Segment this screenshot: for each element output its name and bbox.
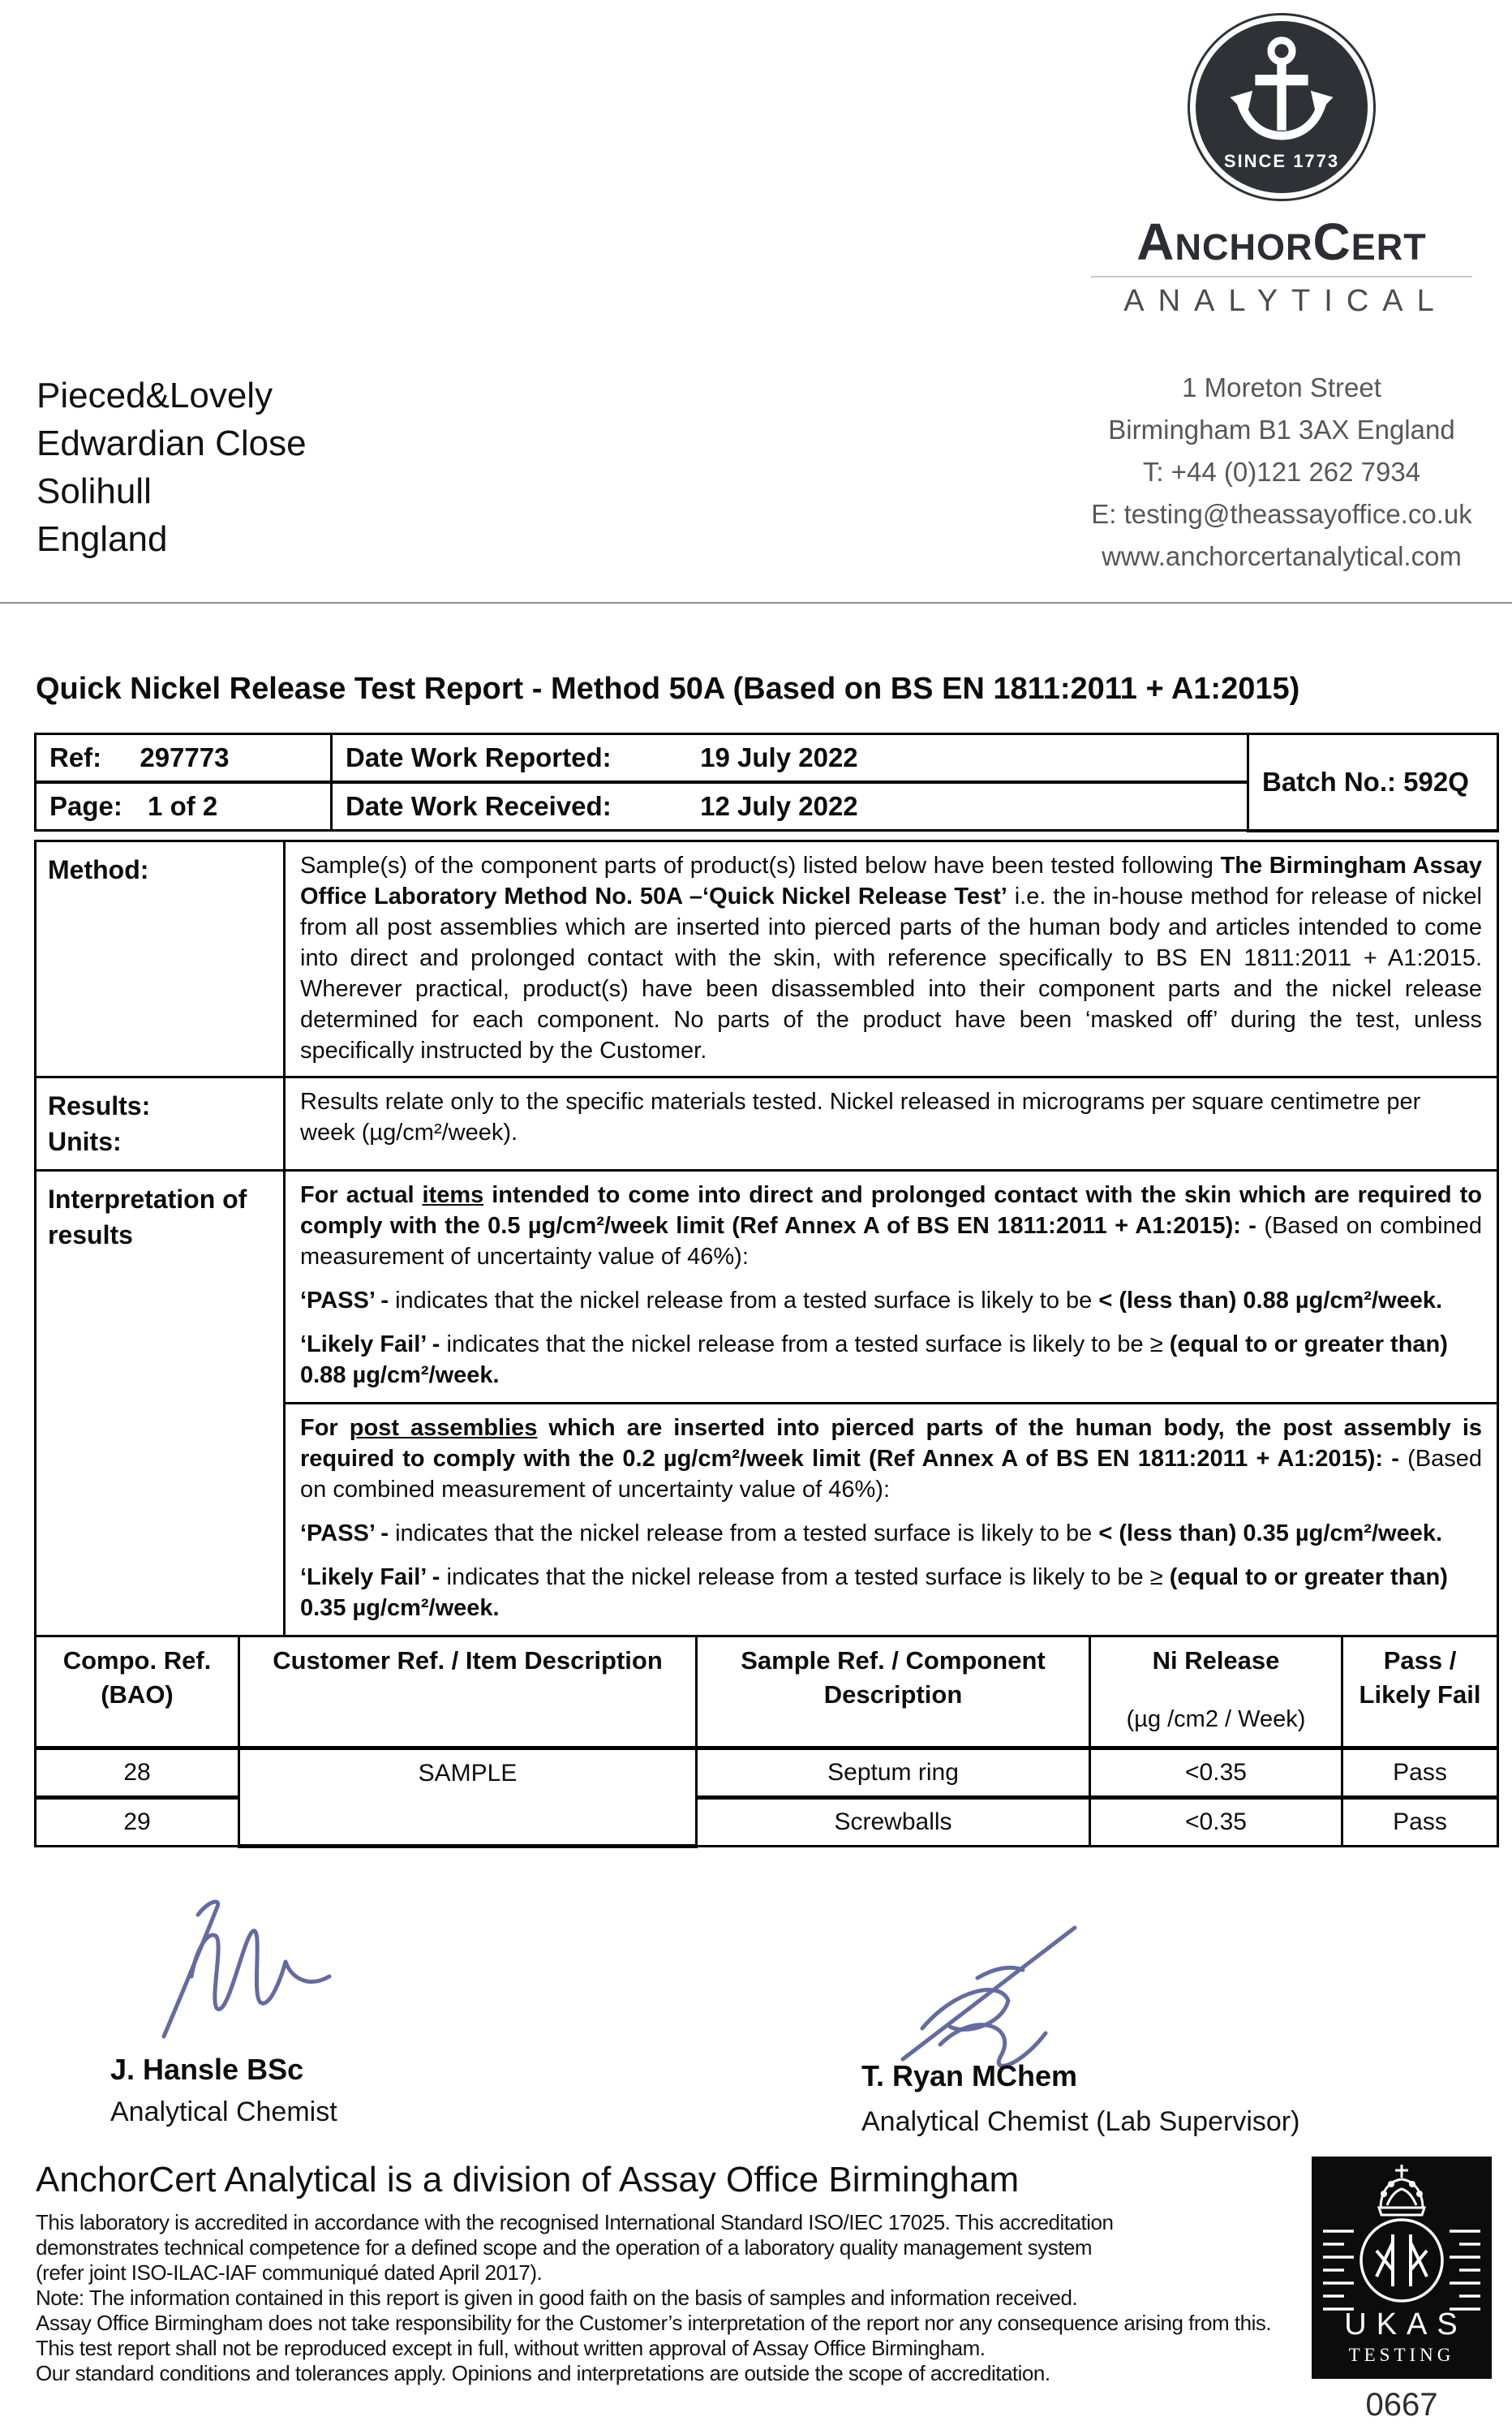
ni-release-cell: <0.35 [1090,1748,1342,1798]
footer-line: (refer joint ISO-ILAC-IAF communiqué dated April 2017). [36,2260,543,2285]
method-results-table [34,840,1499,1637]
lab-address [1055,367,1509,578]
footer-line: demonstrates technical competence for a defined scope and the operation of a laboratory quality management system [36,2235,1093,2260]
signature-right [880,1905,1140,2079]
pass-threshold: < (less than) 0.88 µg/cm²/week. [1098,1288,1443,1314]
date-received-label: Date Work Received: [346,791,612,821]
ni-release-header [1090,1636,1342,1748]
customer-address-line: Solihull [37,471,152,511]
logo-since-text: SINCE 1773 [1223,151,1340,171]
heading-bold: For [300,1415,350,1441]
date-received-value: 12 July 2022 [700,791,858,821]
pass-fail-header: Pass / Likely Fail [1342,1636,1498,1748]
ukas-accreditation-mark [1312,2157,1492,2379]
component-cell: Septum ring [697,1748,1090,1798]
lab-address-line: 1 Moreton Street [1182,372,1381,402]
date-reported-value: 19 July 2022 [700,742,858,772]
fail-text: indicates that the nickel release from a tested surface is likely to be ≥ [446,1564,1170,1590]
date-reported-cell [332,734,1248,783]
date-received-cell [332,782,1248,831]
header-line: Ni Release [1152,1646,1280,1675]
anchor-emblem [1188,13,1376,201]
interpretation-block-0-2-limit [286,1404,1497,1635]
pass-term: ‘PASS’ - [300,1520,396,1546]
pass-definition [300,1285,1482,1316]
heading-bold: intended to come into direct and prolonged contact with the skin which are required to comply with the 0.5 µg/cm²/week limit (Ref Annex A of BS EN 1811:2011 + A1:2015): - [300,1182,1482,1239]
results-text: Results relate only to the specific materials tested. Nickel released in micrograms per square centimetre per week (µg/cm²/week). [300,1089,1421,1146]
ukas-name: UKAS [1344,2307,1467,2342]
brand-name: AnchorCert [1136,213,1427,271]
pass-term: ‘PASS’ - [300,1288,396,1314]
compo-ref-cell: 28 [36,1748,239,1798]
page-cell [36,782,332,831]
result-cell: Pass [1342,1798,1498,1847]
lab-address-line: Birmingham B1 3AX England [1108,415,1455,445]
fail-threshold: (equal to or greater than) 0.35 µg/cm²/week. [300,1564,1448,1621]
method-text-regular: Sample(s) of the component parts of product(s) listed below have been tested following [300,853,1221,879]
footer [36,2160,1301,2386]
fail-text: indicates that the nickel release from a tested surface is likely to be ≥ [446,1331,1170,1357]
method-text-cell [285,841,1498,1077]
batch-cell: Batch No.: 592Q [1248,734,1498,831]
method-text-bold: The Birmingham Assay Office Laboratory Method No. 50A –‘Quick Nickel Release Test’ [300,853,1482,910]
page-label: Page: [49,791,122,821]
method-row [36,841,1498,1077]
method-label: Method: [36,841,285,1077]
customer-ref-cell: SAMPLE [239,1748,697,1847]
header-divider [0,602,1512,604]
signature-scribble [880,1905,1140,2079]
signatory-title: Analytical Chemist (Lab Supervisor) [861,2106,1300,2137]
likely-fail-definition [300,1329,1482,1391]
date-reported-label: Date Work Reported: [346,742,612,772]
sample-ref-header: Sample Ref. / Component Description [697,1636,1090,1748]
customer-address-line: Pieced&Lovely [37,376,273,415]
heading-regular: (Based on combined measurement of uncertainty value of 46%): [300,1213,1483,1270]
interpretation-block-0-5-limit [286,1172,1497,1404]
signatory-name: J. Hansle BSc [110,2053,304,2086]
ni-release-cell: <0.35 [1090,1798,1342,1847]
signatory-name: T. Ryan MChem [861,2059,1078,2092]
results-units-row [36,1077,1498,1171]
pass-definition [300,1518,1482,1549]
pass-text: indicates that the nickel release from a tested surface is likely to be [395,1288,1099,1314]
pass-text: indicates that the nickel release from a tested surface is likely to be [395,1520,1099,1546]
table-row [36,1748,1498,1798]
report-body [34,840,1499,1848]
fail-term: ‘Likely Fail’ - [300,1331,447,1357]
report-title: Quick Nickel Release Test Report - Method 50A (Based on BS EN 1811:2011 + A1:2015) [36,672,1300,706]
anchorcert-logo [1071,13,1493,319]
header-line: (BAO) [101,1680,174,1709]
customer-address-line: England [37,519,168,559]
heading-underlined: post assemblies [349,1415,538,1441]
brand-subtitle: ANALYTICAL [1123,284,1448,318]
heading-regular: (Based on combined measurement of uncertainty value of 46%): [300,1446,1482,1503]
customer-address [37,372,307,563]
footer-heading: AnchorCert Analytical is a division of Assay Office Birmingham [36,2160,1020,2200]
ukas-type: TESTING [1348,2345,1455,2365]
result-cell: Pass [1342,1748,1498,1798]
fail-threshold: (equal to or greater than) 0.88 µg/cm²/week. [300,1331,1448,1388]
method-text-regular: i.e. the in-house method for release of nickel from all post assemblies which are inserted into pierced parts of the human body and articles intended to come into direct and prolonged contact with the skin, with reference specifically to BS EN 1811:2011 + A1:2015. Wherever practical, product(s) have been disassembled into their component parts and the nickel release determined for each component. No parts of the product have been ‘masked off’ during the test, unless specifically instructed by the Customer. [300,884,1482,1064]
footer-line: This laboratory is accredited in accordance with the recognised International Standard ISO/IEC 17025. This accreditation [36,2210,1114,2234]
interpretation-row [36,1171,1498,1636]
ref-value: 297773 [140,742,230,772]
lab-address-line: www.anchorcertanalytical.com [1102,541,1462,571]
compo-ref-header [36,1636,239,1748]
compo-ref-cell: 29 [36,1798,239,1847]
results-label: Results: [48,1091,151,1120]
results-units-label [36,1077,285,1171]
heading-bold: For actual [300,1182,423,1208]
units-label: Units: [48,1127,122,1156]
method-text [300,850,1482,1066]
ref-label: Ref: [49,742,102,772]
results-header-row [36,1636,1498,1748]
ni-release-units: (µg /cm2 / Week) [1126,1706,1306,1732]
page-value: 1 of 2 [148,791,218,821]
signatory-title: Analytical Chemist [110,2096,337,2127]
footer-line: Assay Office Birmingham does not take responsibility for the Customer’s interpretation of the report nor any consequence arising from this. [36,2311,1272,2335]
signature-left [114,1881,365,2047]
anchor-icon [1215,32,1348,154]
interpretation-heading [300,1413,1482,1505]
component-cell: Screwballs [697,1798,1090,1847]
header-line: Compo. Ref. [62,1646,212,1675]
ref-cell [36,734,332,783]
brand-divider [1091,276,1472,277]
ukas-number: 0667 [1365,2387,1438,2423]
heading-bold: which are inserted into pierced parts of the human body, the post assembly is required to comply with the 0.2 µg/cm²/week limit (Ref Annex A of BS EN 1811:2011 + A1:2015): - [300,1415,1483,1472]
customer-address-line: Edwardian Close [37,424,307,463]
interpretation-heading [300,1180,1482,1272]
lab-address-line: E: testing@theassayoffice.co.uk [1091,499,1472,529]
results-data-table [34,1635,1499,1848]
signature-scribble [114,1881,365,2047]
heading-underlined: items [422,1182,484,1208]
reference-table [34,733,1499,832]
fail-term: ‘Likely Fail’ - [300,1564,447,1590]
footer-line: Our standard conditions and tolerances apply. Opinions and interpretations are outside the scope of accreditation. [36,2361,1050,2385]
interpretation-cell [285,1171,1498,1636]
footer-line: This test report shall not be reproduced except in full, without written approval of Assay Office Birmingham. [36,2336,986,2360]
lab-address-line: T: +44 (0)121 262 7934 [1142,457,1421,487]
likely-fail-definition [300,1562,1482,1623]
results-text-cell [285,1077,1498,1171]
interpretation-label: Interpretation of results [36,1171,285,1636]
table-row [36,734,1498,783]
pass-threshold: < (less than) 0.35 µg/cm²/week. [1098,1520,1443,1546]
footer-line: Note: The information contained in this report is given in good faith on the basis of samples and information received. [36,2286,1078,2310]
customer-ref-header: Customer Ref. / Item Description [239,1636,697,1748]
